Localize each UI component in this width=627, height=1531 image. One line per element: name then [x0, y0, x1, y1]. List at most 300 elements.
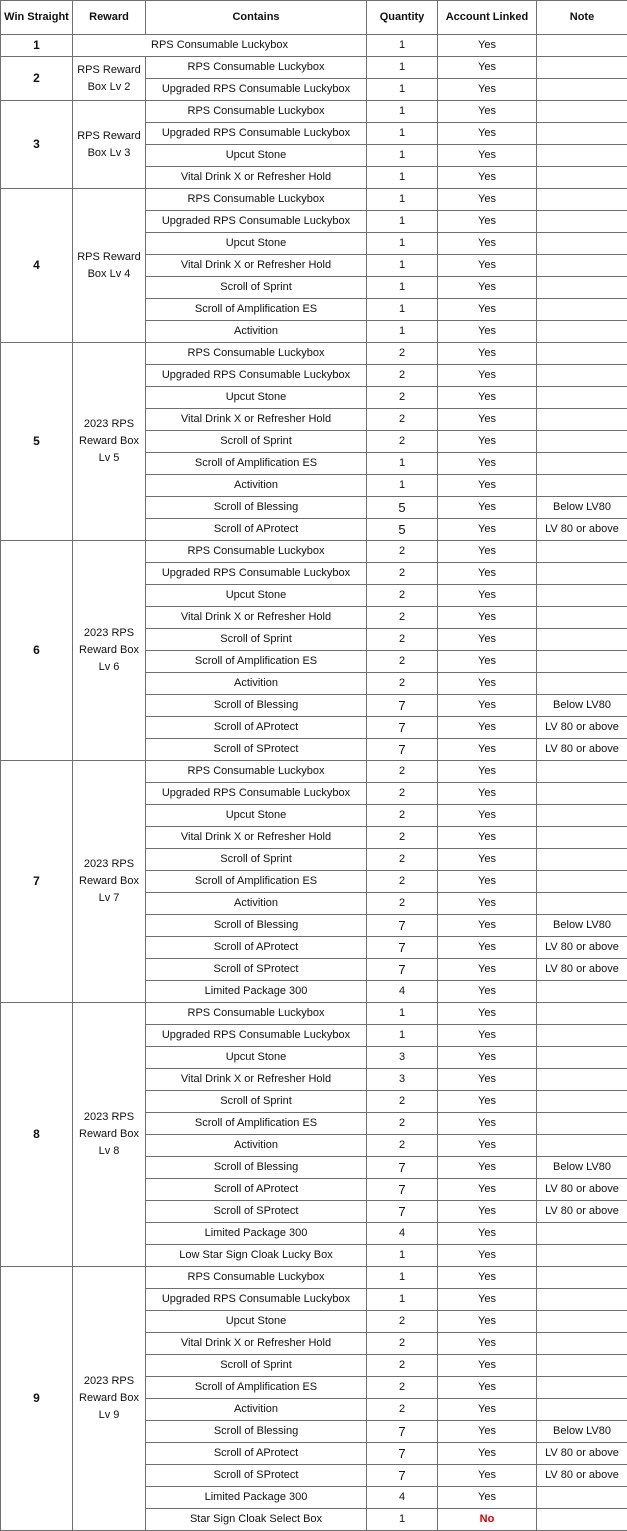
- contains-cell: Upcut Stone: [146, 233, 367, 255]
- account-linked-cell: Yes: [438, 321, 537, 343]
- contains-cell: Activition: [146, 673, 367, 695]
- note-cell: [537, 1069, 627, 1091]
- account-linked-cell: Yes: [438, 959, 537, 981]
- note-cell: [537, 145, 627, 167]
- account-linked-cell: Yes: [438, 299, 537, 321]
- account-linked-cell: Yes: [438, 651, 537, 673]
- note-cell: [537, 849, 627, 871]
- quantity-cell: 3: [367, 1047, 438, 1069]
- account-linked-cell: Yes: [438, 497, 537, 519]
- account-linked-cell: Yes: [438, 739, 537, 761]
- note-cell: [537, 761, 627, 783]
- quantity-cell: 1: [367, 123, 438, 145]
- account-linked-cell: Yes: [438, 915, 537, 937]
- table-row: [1, 1003, 627, 1025]
- account-linked-cell: Yes: [438, 1487, 537, 1509]
- account-linked-cell: Yes: [438, 871, 537, 893]
- table-row: [1, 101, 627, 123]
- note-cell: [537, 1355, 627, 1377]
- contains-cell: Upcut Stone: [146, 1311, 367, 1333]
- note-cell: [537, 1047, 627, 1069]
- win-straight-cell: 8: [1, 1003, 73, 1267]
- contains-cell: Vital Drink X or Refresher Hold: [146, 1333, 367, 1355]
- quantity-cell: 2: [367, 343, 438, 365]
- contains-cell: Scroll of Sprint: [146, 1091, 367, 1113]
- note-cell: [537, 607, 627, 629]
- contains-cell: RPS Consumable Luckybox: [146, 189, 367, 211]
- table-row: [1, 343, 627, 365]
- note-cell: [537, 871, 627, 893]
- account-linked-cell: Yes: [438, 123, 537, 145]
- note-cell: [537, 255, 627, 277]
- account-linked-cell: Yes: [438, 937, 537, 959]
- note-cell: [537, 189, 627, 211]
- table-row: [1, 541, 627, 563]
- contains-cell: Scroll of AProtect: [146, 717, 367, 739]
- account-linked-cell: Yes: [438, 607, 537, 629]
- header-row: [1, 1, 627, 35]
- quantity-cell: 2: [367, 1091, 438, 1113]
- reward-cell: 2023 RPS Reward Box Lv 6: [73, 541, 146, 761]
- account-linked-cell: Yes: [438, 1399, 537, 1421]
- account-linked-cell: Yes: [438, 57, 537, 79]
- contains-cell: Scroll of Amplification ES: [146, 1377, 367, 1399]
- quantity-cell: 2: [367, 1311, 438, 1333]
- header-note: Note: [537, 1, 627, 35]
- account-linked-cell: Yes: [438, 277, 537, 299]
- quantity-cell: 1: [367, 57, 438, 79]
- note-cell: [537, 1399, 627, 1421]
- quantity-cell: 1: [367, 79, 438, 101]
- note-cell: [537, 387, 627, 409]
- quantity-cell: 1: [367, 1267, 438, 1289]
- quantity-cell: 2: [367, 1135, 438, 1157]
- note-cell: Below LV80: [537, 1157, 627, 1179]
- note-cell: [537, 783, 627, 805]
- note-cell: [537, 1003, 627, 1025]
- note-cell: [537, 167, 627, 189]
- quantity-cell: 7: [367, 1179, 438, 1201]
- account-linked-cell: Yes: [438, 1465, 537, 1487]
- reward-cell: 2023 RPS Reward Box Lv 5: [73, 343, 146, 541]
- contains-cell: Upgraded RPS Consumable Luckybox: [146, 211, 367, 233]
- account-linked-cell: Yes: [438, 761, 537, 783]
- account-linked-cell: Yes: [438, 1201, 537, 1223]
- contains-cell: Upgraded RPS Consumable Luckybox: [146, 1025, 367, 1047]
- quantity-cell: 2: [367, 893, 438, 915]
- contains-cell: Scroll of SProtect: [146, 1465, 367, 1487]
- quantity-cell: 1: [367, 299, 438, 321]
- table-row: [1, 1267, 627, 1289]
- note-cell: [537, 1267, 627, 1289]
- contains-cell: Upgraded RPS Consumable Luckybox: [146, 783, 367, 805]
- table-row: [1, 761, 627, 783]
- quantity-cell: 7: [367, 937, 438, 959]
- quantity-cell: 1: [367, 1509, 438, 1531]
- quantity-cell: 1: [367, 255, 438, 277]
- account-linked-cell: Yes: [438, 563, 537, 585]
- note-cell: [537, 321, 627, 343]
- quantity-cell: 2: [367, 673, 438, 695]
- note-cell: [537, 233, 627, 255]
- quantity-cell: 2: [367, 387, 438, 409]
- account-linked-cell: Yes: [438, 1091, 537, 1113]
- quantity-cell: 2: [367, 871, 438, 893]
- quantity-cell: 3: [367, 1069, 438, 1091]
- quantity-cell: 2: [367, 365, 438, 387]
- contains-cell: RPS Consumable Luckybox: [146, 761, 367, 783]
- account-linked-cell: Yes: [438, 211, 537, 233]
- quantity-cell: 2: [367, 651, 438, 673]
- note-cell: [537, 1113, 627, 1135]
- quantity-cell: 2: [367, 431, 438, 453]
- contains-cell: Scroll of SProtect: [146, 959, 367, 981]
- win-straight-cell: 1: [1, 35, 73, 57]
- contains-cell: Scroll of AProtect: [146, 937, 367, 959]
- contains-cell: Scroll of SProtect: [146, 739, 367, 761]
- quantity-cell: 7: [367, 915, 438, 937]
- note-cell: LV 80 or above: [537, 717, 627, 739]
- quantity-cell: 1: [367, 101, 438, 123]
- note-cell: [537, 1509, 627, 1531]
- quantity-cell: 1: [367, 1025, 438, 1047]
- table-row: [1, 189, 627, 211]
- account-linked-cell: Yes: [438, 453, 537, 475]
- contains-cell: RPS Consumable Luckybox: [146, 1267, 367, 1289]
- note-cell: [537, 563, 627, 585]
- header-reward: Reward: [73, 1, 146, 35]
- note-cell: [537, 893, 627, 915]
- account-linked-cell: Yes: [438, 343, 537, 365]
- note-cell: Below LV80: [537, 695, 627, 717]
- contains-cell: Scroll of AProtect: [146, 1179, 367, 1201]
- note-cell: [537, 211, 627, 233]
- account-linked-cell: Yes: [438, 365, 537, 387]
- reward-cell: RPS Reward Box Lv 3: [73, 101, 146, 189]
- note-cell: [537, 585, 627, 607]
- contains-cell: Upcut Stone: [146, 145, 367, 167]
- note-cell: [537, 827, 627, 849]
- contains-cell: Scroll of Amplification ES: [146, 1113, 367, 1135]
- contains-cell: Vital Drink X or Refresher Hold: [146, 409, 367, 431]
- quantity-cell: 7: [367, 1157, 438, 1179]
- note-cell: Below LV80: [537, 497, 627, 519]
- contains-cell: Activition: [146, 1399, 367, 1421]
- note-cell: [537, 1025, 627, 1047]
- account-linked-cell: Yes: [438, 1025, 537, 1047]
- account-linked-cell: Yes: [438, 1223, 537, 1245]
- account-linked-cell: Yes: [438, 1289, 537, 1311]
- note-cell: [537, 123, 627, 145]
- account-linked-cell: Yes: [438, 1179, 537, 1201]
- account-linked-cell: Yes: [438, 1443, 537, 1465]
- quantity-cell: 2: [367, 563, 438, 585]
- quantity-cell: 1: [367, 453, 438, 475]
- account-linked-cell: Yes: [438, 1421, 537, 1443]
- contains-cell: Scroll of Blessing: [146, 497, 367, 519]
- contains-cell: RPS Consumable Luckybox: [73, 35, 367, 57]
- quantity-cell: 2: [367, 827, 438, 849]
- note-cell: [537, 343, 627, 365]
- header-quantity: Quantity: [367, 1, 438, 35]
- contains-cell: Limited Package 300: [146, 1487, 367, 1509]
- account-linked-cell: Yes: [438, 1113, 537, 1135]
- contains-cell: RPS Consumable Luckybox: [146, 1003, 367, 1025]
- quantity-cell: 1: [367, 189, 438, 211]
- account-linked-cell: Yes: [438, 409, 537, 431]
- contains-cell: Scroll of AProtect: [146, 1443, 367, 1465]
- quantity-cell: 4: [367, 981, 438, 1003]
- contains-cell: Upgraded RPS Consumable Luckybox: [146, 365, 367, 387]
- account-linked-cell: Yes: [438, 1245, 537, 1267]
- account-linked-cell: Yes: [438, 1157, 537, 1179]
- contains-cell: Star Sign Cloak Select Box: [146, 1509, 367, 1531]
- win-straight-cell: 6: [1, 541, 73, 761]
- contains-cell: Scroll of Amplification ES: [146, 871, 367, 893]
- contains-cell: Scroll of Blessing: [146, 695, 367, 717]
- header-win-straight: Win Straight: [1, 1, 73, 35]
- quantity-cell: 1: [367, 321, 438, 343]
- contains-cell: Upcut Stone: [146, 805, 367, 827]
- quantity-cell: 2: [367, 849, 438, 871]
- contains-cell: RPS Consumable Luckybox: [146, 57, 367, 79]
- quantity-cell: 7: [367, 1465, 438, 1487]
- contains-cell: Activition: [146, 1135, 367, 1157]
- note-cell: [537, 1091, 627, 1113]
- account-linked-cell: Yes: [438, 1135, 537, 1157]
- note-cell: [537, 431, 627, 453]
- note-cell: LV 80 or above: [537, 519, 627, 541]
- quantity-cell: 2: [367, 409, 438, 431]
- contains-cell: Scroll of Sprint: [146, 431, 367, 453]
- contains-cell: Upcut Stone: [146, 1047, 367, 1069]
- account-linked-cell: Yes: [438, 585, 537, 607]
- quantity-cell: 7: [367, 717, 438, 739]
- note-cell: [537, 277, 627, 299]
- account-linked-cell: Yes: [438, 805, 537, 827]
- account-linked-cell: Yes: [438, 629, 537, 651]
- note-cell: LV 80 or above: [537, 959, 627, 981]
- quantity-cell: 5: [367, 519, 438, 541]
- contains-cell: Vital Drink X or Refresher Hold: [146, 167, 367, 189]
- note-cell: [537, 35, 627, 57]
- account-linked-cell: Yes: [438, 475, 537, 497]
- reward-cell: 2023 RPS Reward Box Lv 7: [73, 761, 146, 1003]
- table-body: [1, 35, 627, 1531]
- note-cell: [537, 673, 627, 695]
- quantity-cell: 1: [367, 211, 438, 233]
- note-cell: [537, 79, 627, 101]
- note-cell: Below LV80: [537, 1421, 627, 1443]
- quantity-cell: 7: [367, 695, 438, 717]
- contains-cell: Scroll of Sprint: [146, 1355, 367, 1377]
- win-straight-cell: 2: [1, 57, 73, 101]
- quantity-cell: 1: [367, 233, 438, 255]
- contains-cell: Scroll of Sprint: [146, 849, 367, 871]
- account-linked-cell: Yes: [438, 1355, 537, 1377]
- note-cell: [537, 453, 627, 475]
- quantity-cell: 7: [367, 739, 438, 761]
- account-linked-cell: Yes: [438, 1333, 537, 1355]
- contains-cell: Scroll of Amplification ES: [146, 453, 367, 475]
- account-linked-cell: Yes: [438, 101, 537, 123]
- quantity-cell: 1: [367, 1245, 438, 1267]
- account-linked-cell: No: [438, 1509, 537, 1531]
- note-cell: LV 80 or above: [537, 1179, 627, 1201]
- contains-cell: Scroll of Blessing: [146, 915, 367, 937]
- note-cell: [537, 409, 627, 431]
- account-linked-cell: Yes: [438, 1267, 537, 1289]
- account-linked-cell: Yes: [438, 35, 537, 57]
- note-cell: [537, 629, 627, 651]
- contains-cell: Vital Drink X or Refresher Hold: [146, 827, 367, 849]
- note-cell: [537, 1289, 627, 1311]
- quantity-cell: 4: [367, 1487, 438, 1509]
- account-linked-cell: Yes: [438, 849, 537, 871]
- account-linked-cell: Yes: [438, 233, 537, 255]
- quantity-cell: 7: [367, 1443, 438, 1465]
- reward-cell: 2023 RPS Reward Box Lv 9: [73, 1267, 146, 1531]
- quantity-cell: 1: [367, 1289, 438, 1311]
- account-linked-cell: Yes: [438, 783, 537, 805]
- quantity-cell: 1: [367, 145, 438, 167]
- contains-cell: Vital Drink X or Refresher Hold: [146, 1069, 367, 1091]
- quantity-cell: 2: [367, 629, 438, 651]
- win-straight-cell: 4: [1, 189, 73, 343]
- account-linked-cell: Yes: [438, 981, 537, 1003]
- note-cell: LV 80 or above: [537, 1443, 627, 1465]
- win-straight-cell: 7: [1, 761, 73, 1003]
- contains-cell: Scroll of Sprint: [146, 277, 367, 299]
- contains-cell: Activition: [146, 321, 367, 343]
- contains-cell: Scroll of Blessing: [146, 1157, 367, 1179]
- quantity-cell: 2: [367, 805, 438, 827]
- contains-cell: Scroll of AProtect: [146, 519, 367, 541]
- account-linked-cell: Yes: [438, 673, 537, 695]
- note-cell: [537, 981, 627, 1003]
- contains-cell: RPS Consumable Luckybox: [146, 101, 367, 123]
- table-row: [1, 57, 627, 79]
- header-contains: Contains: [146, 1, 367, 35]
- note-cell: [537, 365, 627, 387]
- account-linked-cell: Yes: [438, 79, 537, 101]
- note-cell: [537, 1487, 627, 1509]
- note-cell: [537, 57, 627, 79]
- note-cell: [537, 101, 627, 123]
- account-linked-cell: Yes: [438, 717, 537, 739]
- note-cell: [537, 1245, 627, 1267]
- account-linked-cell: Yes: [438, 695, 537, 717]
- note-cell: LV 80 or above: [537, 1465, 627, 1487]
- contains-cell: Limited Package 300: [146, 1223, 367, 1245]
- quantity-cell: 1: [367, 167, 438, 189]
- note-cell: LV 80 or above: [537, 1201, 627, 1223]
- quantity-cell: 7: [367, 1201, 438, 1223]
- account-linked-cell: Yes: [438, 431, 537, 453]
- account-linked-cell: Yes: [438, 167, 537, 189]
- contains-cell: Vital Drink X or Refresher Hold: [146, 607, 367, 629]
- quantity-cell: 2: [367, 1113, 438, 1135]
- win-straight-cell: 5: [1, 343, 73, 541]
- quantity-cell: 2: [367, 541, 438, 563]
- note-cell: [537, 299, 627, 321]
- win-straight-cell: 9: [1, 1267, 73, 1531]
- note-cell: LV 80 or above: [537, 739, 627, 761]
- quantity-cell: 4: [367, 1223, 438, 1245]
- note-cell: [537, 651, 627, 673]
- contains-cell: RPS Consumable Luckybox: [146, 343, 367, 365]
- quantity-cell: 5: [367, 497, 438, 519]
- account-linked-cell: Yes: [438, 827, 537, 849]
- contains-cell: Limited Package 300: [146, 981, 367, 1003]
- note-cell: [537, 541, 627, 563]
- reward-cell: 2023 RPS Reward Box Lv 8: [73, 1003, 146, 1267]
- win-straight-cell: 3: [1, 101, 73, 189]
- contains-cell: Upcut Stone: [146, 387, 367, 409]
- account-linked-cell: Yes: [438, 541, 537, 563]
- note-cell: [537, 1223, 627, 1245]
- quantity-cell: 2: [367, 1399, 438, 1421]
- contains-cell: Low Star Sign Cloak Lucky Box: [146, 1245, 367, 1267]
- quantity-cell: 2: [367, 607, 438, 629]
- contains-cell: Scroll of Blessing: [146, 1421, 367, 1443]
- contains-cell: Upgraded RPS Consumable Luckybox: [146, 563, 367, 585]
- contains-cell: Upgraded RPS Consumable Luckybox: [146, 123, 367, 145]
- quantity-cell: 2: [367, 585, 438, 607]
- quantity-cell: 2: [367, 1333, 438, 1355]
- contains-cell: Scroll of SProtect: [146, 1201, 367, 1223]
- quantity-cell: 7: [367, 959, 438, 981]
- note-cell: [537, 1311, 627, 1333]
- note-cell: Below LV80: [537, 915, 627, 937]
- note-cell: [537, 805, 627, 827]
- contains-cell: Vital Drink X or Refresher Hold: [146, 255, 367, 277]
- quantity-cell: 2: [367, 1377, 438, 1399]
- quantity-cell: 7: [367, 1421, 438, 1443]
- contains-cell: Scroll of Amplification ES: [146, 299, 367, 321]
- contains-cell: Upcut Stone: [146, 585, 367, 607]
- reward-cell: RPS Reward Box Lv 4: [73, 189, 146, 343]
- account-linked-cell: Yes: [438, 189, 537, 211]
- header-account-linked: Account Linked: [438, 1, 537, 35]
- quantity-cell: 1: [367, 277, 438, 299]
- account-linked-cell: Yes: [438, 255, 537, 277]
- contains-cell: Scroll of Sprint: [146, 629, 367, 651]
- note-cell: LV 80 or above: [537, 937, 627, 959]
- account-linked-cell: Yes: [438, 1047, 537, 1069]
- account-linked-cell: Yes: [438, 1003, 537, 1025]
- contains-cell: Scroll of Amplification ES: [146, 651, 367, 673]
- quantity-cell: 2: [367, 1355, 438, 1377]
- contains-cell: Upgraded RPS Consumable Luckybox: [146, 1289, 367, 1311]
- reward-cell: RPS Reward Box Lv 2: [73, 57, 146, 101]
- account-linked-cell: Yes: [438, 1069, 537, 1091]
- table-row: [1, 35, 627, 57]
- quantity-cell: 1: [367, 1003, 438, 1025]
- quantity-cell: 1: [367, 35, 438, 57]
- quantity-cell: 1: [367, 475, 438, 497]
- note-cell: [537, 1135, 627, 1157]
- account-linked-cell: Yes: [438, 1377, 537, 1399]
- contains-cell: Activition: [146, 475, 367, 497]
- note-cell: [537, 1377, 627, 1399]
- note-cell: [537, 475, 627, 497]
- quantity-cell: 2: [367, 761, 438, 783]
- account-linked-cell: Yes: [438, 387, 537, 409]
- contains-cell: Activition: [146, 893, 367, 915]
- contains-cell: RPS Consumable Luckybox: [146, 541, 367, 563]
- account-linked-cell: Yes: [438, 145, 537, 167]
